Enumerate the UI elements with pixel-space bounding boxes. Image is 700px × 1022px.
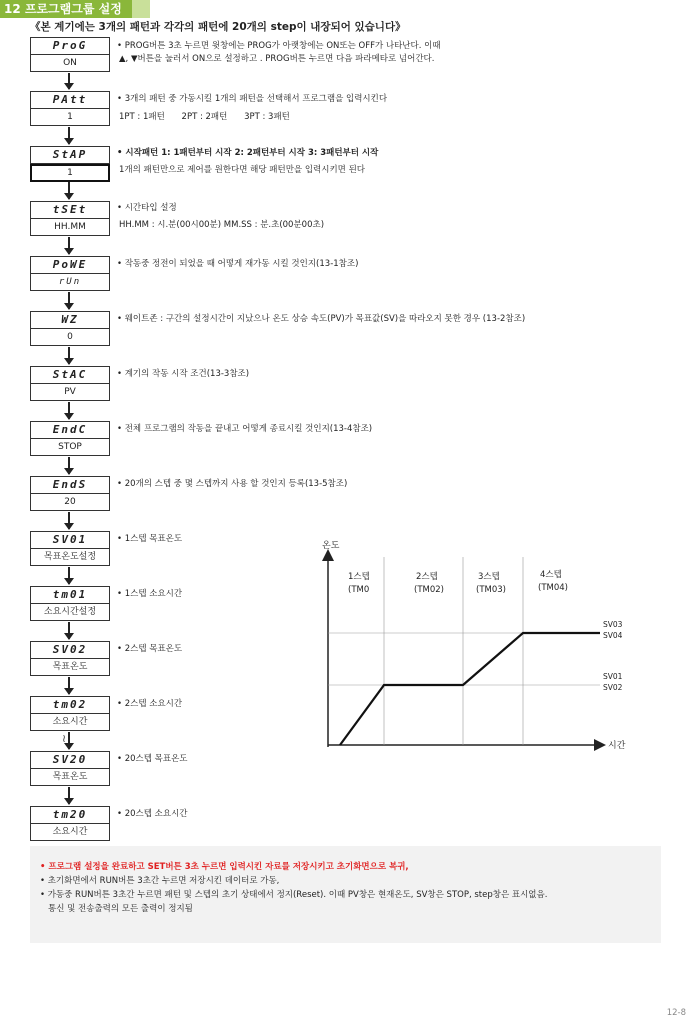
flow-arrow bbox=[68, 567, 70, 584]
block-sv01 bbox=[30, 531, 110, 566]
sv-label: SV02 bbox=[603, 683, 623, 692]
lcd-code: WZ bbox=[30, 311, 110, 329]
desc-line: • 시작패턴 1: 1패턴부터 시작 2: 2패턴부터 시작 3: 3패턴부터 시작 bbox=[117, 148, 379, 158]
desc-endc: • 전체 프로그램의 작동을 끝내고 어떻게 종료시킬 것인지(13-4참조) bbox=[117, 424, 373, 434]
block-wz bbox=[30, 311, 110, 346]
lcd-code: EndC bbox=[30, 421, 110, 439]
lcd-value: 20 bbox=[30, 494, 110, 511]
lcd-value: PV bbox=[30, 384, 110, 401]
desc-wz: • 웨이트존 : 구간의 설정시간이 지났으나 온도 상승 속도(PV)가 목표값(SV)을 따라오지 못한 경우 (13-2참조) bbox=[117, 314, 526, 324]
block-prog bbox=[30, 37, 110, 72]
desc-line: • 3개의 패턴 중 가동시킬 1개의 패턴을 선택해서 프로그램을 입력시킨다 bbox=[117, 94, 388, 104]
flow-arrow bbox=[68, 127, 70, 144]
lcd-code: tSEt bbox=[30, 201, 110, 219]
flow-arrow bbox=[68, 182, 70, 199]
desc-stap bbox=[117, 147, 378, 177]
lcd-code: SV02 bbox=[30, 641, 110, 659]
flow-arrow bbox=[68, 292, 70, 309]
pattern-options bbox=[117, 111, 387, 124]
desc-ends: • 20개의 스텝 중 몇 스텝까지 사용 할 것인지 등록(13-5참조) bbox=[117, 479, 348, 489]
lcd-value: 목표온도 bbox=[30, 769, 110, 786]
lcd-value: ON bbox=[30, 55, 110, 72]
desc-stac: • 계기의 작동 시작 조건(13-3참조) bbox=[117, 369, 250, 379]
desc-patt bbox=[117, 93, 387, 124]
temperature-profile-line bbox=[340, 633, 600, 745]
desc-tset bbox=[117, 202, 324, 232]
lcd-value: HH.MM bbox=[30, 219, 110, 236]
lcd-value: 소요시간설정 bbox=[30, 604, 110, 621]
flow-arrow bbox=[68, 677, 70, 694]
lcd-value: 1 bbox=[30, 164, 110, 182]
lcd-value: 0 bbox=[30, 329, 110, 346]
lcd-code: PoWE bbox=[30, 256, 110, 274]
sv-label: SV04 bbox=[603, 631, 623, 640]
desc-tm02: • 2스텝 소요시간 bbox=[117, 699, 183, 709]
note-line: • 프로그램 설정을 완료하고 SET버튼 3초 누르면 입력시킨 자료를 저장시키고 초기화면으로 복귀, bbox=[40, 862, 409, 872]
page-subtitle: 《본 계기에는 3개의 패턴과 각각의 패턴에 20개의 step이 내장되어 있습니다》 bbox=[30, 21, 406, 33]
block-endc bbox=[30, 421, 110, 456]
notes-box bbox=[30, 846, 661, 943]
pattern-option: 2PT : 2패턴 bbox=[181, 112, 228, 122]
note-line: • 가동중 RUN버튼 3초간 누르면 패턴 및 스텝의 초기 상태에서 정지(Reset). 이때 PV창은 현재온도, SV창은 STOP, step창은 표시없음. bbox=[40, 890, 548, 900]
block-tm02 bbox=[30, 696, 110, 731]
lcd-value: 1 bbox=[30, 109, 110, 126]
continuation-mark: ≀ bbox=[62, 732, 67, 745]
step-label: 3스텝 bbox=[478, 572, 500, 582]
page-number: 12-8 bbox=[666, 1008, 686, 1018]
block-sv02 bbox=[30, 641, 110, 676]
section-header-accent bbox=[132, 0, 150, 18]
lcd-code: tm02 bbox=[30, 696, 110, 714]
step-tm-label: (TM0 bbox=[348, 585, 370, 595]
block-stac bbox=[30, 366, 110, 401]
block-tm20 bbox=[30, 806, 110, 841]
lcd-value: 소요시간 bbox=[30, 714, 110, 731]
desc-line: • 시간타입 설정 bbox=[117, 203, 177, 213]
step-label: 4스텝 bbox=[540, 570, 562, 580]
sv-label: SV01 bbox=[603, 672, 623, 681]
lcd-value: rUn bbox=[30, 274, 110, 291]
step-label: 1스텝 bbox=[348, 572, 370, 582]
block-stap bbox=[30, 146, 110, 182]
desc-line: ▲, ▼버튼을 눌러서 ON으로 설정하고 . PROG버튼 누르면 다음 파라메타로 넘어간다. bbox=[119, 54, 435, 64]
step-tm-label: (TM03) bbox=[476, 585, 506, 595]
program-profile-graph bbox=[300, 535, 645, 760]
step-tm-label: (TM04) bbox=[538, 583, 568, 593]
lcd-code: SV01 bbox=[30, 531, 110, 549]
flow-arrow bbox=[68, 512, 70, 529]
desc-powe: • 작동중 정전이 되었을 때 어떻게 재가동 시킬 것인지(13-1참조) bbox=[117, 259, 359, 269]
step-tm-label: (TM02) bbox=[414, 585, 444, 595]
note-line: • 초기화면에서 RUN버튼 3초간 누르면 저장시킨 데이터로 가동, bbox=[40, 876, 280, 886]
lcd-code: PAtt bbox=[30, 91, 110, 109]
flow-arrow bbox=[68, 237, 70, 254]
block-tm01 bbox=[30, 586, 110, 621]
block-ends bbox=[30, 476, 110, 511]
desc-line: HH.MM : 시.분(00시00분) MM.SS : 분.초(00분00초) bbox=[119, 220, 325, 230]
desc-sv20: • 20스텝 목표온도 bbox=[117, 754, 188, 764]
desc-tm01: • 1스텝 소요시간 bbox=[117, 589, 183, 599]
section-title: 12 프로그램그룹 설정 bbox=[0, 0, 132, 18]
desc-tm20: • 20스텝 소요시간 bbox=[117, 809, 188, 819]
lcd-code: tm01 bbox=[30, 586, 110, 604]
lcd-code: SV20 bbox=[30, 751, 110, 769]
pattern-option: 3PT : 3패턴 bbox=[244, 112, 290, 122]
block-patt bbox=[30, 91, 110, 126]
lcd-code: StAP bbox=[30, 146, 110, 164]
lcd-code: tm20 bbox=[30, 806, 110, 824]
flow-arrow bbox=[68, 73, 70, 89]
lcd-code: StAC bbox=[30, 366, 110, 384]
flow-arrow bbox=[68, 347, 70, 364]
flow-arrow bbox=[68, 787, 70, 804]
step-label: 2스텝 bbox=[416, 572, 438, 582]
x-axis-label: 시간 bbox=[608, 741, 626, 751]
lcd-value: 목표온도 bbox=[30, 659, 110, 676]
pattern-option: 1PT : 1패턴 bbox=[119, 112, 165, 122]
sv-label: SV03 bbox=[603, 620, 623, 629]
block-sv20 bbox=[30, 751, 110, 786]
desc-line: 1개의 패턴만으로 제어를 원한다면 해당 패턴만을 입력시키면 된다 bbox=[119, 165, 366, 175]
block-powe bbox=[30, 256, 110, 291]
lcd-value: 목표온도설정 bbox=[30, 549, 110, 566]
lcd-code: EndS bbox=[30, 476, 110, 494]
section-header bbox=[0, 0, 150, 18]
lcd-code: ProG bbox=[30, 37, 110, 55]
desc-sv01: • 1스텝 목표온도 bbox=[117, 534, 183, 544]
flow-arrow bbox=[68, 457, 70, 474]
desc-line: • PROG버튼 3초 누르면 윗창에는 PROG가 아랫창에는 ON또는 OFF가 나타난다. 이때 bbox=[117, 41, 441, 51]
desc-prog bbox=[117, 40, 441, 66]
lcd-value: STOP bbox=[30, 439, 110, 456]
desc-sv02: • 2스텝 목표온도 bbox=[117, 644, 183, 654]
flow-arrow bbox=[68, 402, 70, 419]
flow-arrow bbox=[68, 622, 70, 639]
block-tset bbox=[30, 201, 110, 236]
note-line: 통신 및 전송출력의 모든 출력이 정지됨 bbox=[48, 904, 193, 914]
flow-arrow bbox=[68, 732, 70, 749]
lcd-value: 소요시간 bbox=[30, 824, 110, 841]
y-axis-label: 온도 bbox=[322, 541, 340, 551]
